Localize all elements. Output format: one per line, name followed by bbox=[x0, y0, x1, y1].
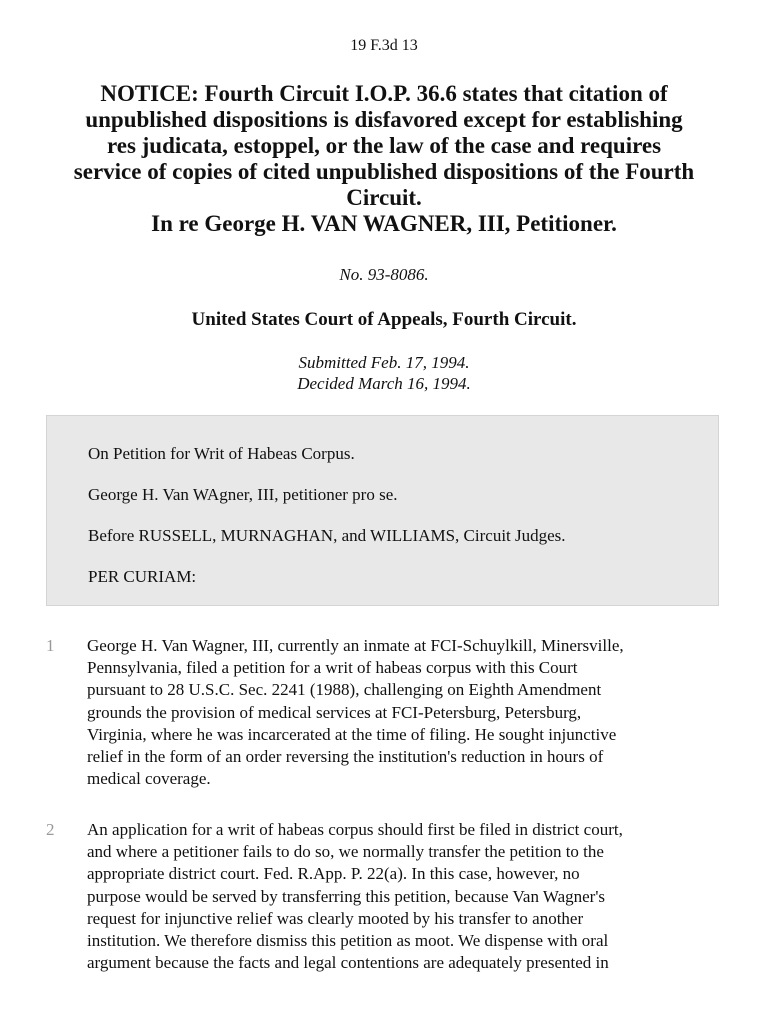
counsel-text: George H. Van WAgner, III, petitioner pro se. bbox=[88, 485, 398, 504]
notice-heading bbox=[40, 81, 728, 237]
notice-line: res judicata, estoppel, or the law of the case and requires bbox=[106, 133, 662, 158]
case-dates bbox=[0, 352, 768, 394]
proceeding-text: On Petition for Writ of Habeas Corpus. bbox=[88, 444, 355, 463]
notice-line: service of copies of cited unpublished dispositions of the Fourth bbox=[73, 159, 695, 184]
paragraph-line: pursuant to 28 U.S.C. Sec. 2241 (1988), challenging on Eighth Amendment bbox=[87, 680, 602, 700]
paragraph-line: request for injunctive relief was clearly mooted by his transfer to another bbox=[87, 908, 584, 928]
paragraph-number: 1 bbox=[46, 636, 55, 655]
paragraph-line: An application for a writ of habeas corpus should first be filed in district court, bbox=[87, 820, 623, 839]
docket-number: No. 93-8086. bbox=[339, 265, 429, 284]
paragraph-line: purpose would be served by transferring this petition, because Van Wagner's bbox=[87, 886, 606, 906]
paragraph-number: 2 bbox=[46, 820, 55, 839]
court-name: United States Court of Appeals, Fourth Circuit. bbox=[191, 309, 577, 330]
paragraph-line: George H. Van Wagner, III, currently an inmate at FCI-Schuylkill, Minersville, bbox=[87, 636, 624, 655]
paragraph-line: Virginia, where he was incarcerated at the time of filing. He sought injunctive bbox=[87, 724, 617, 744]
opinion-paragraph bbox=[87, 635, 727, 790]
paragraph-line: relief in the form of an order reversing the institution's reduction in hours of bbox=[87, 747, 604, 767]
case-citation: 19 F.3d 13 bbox=[350, 37, 418, 54]
paragraph-line: argument because the facts and legal contentions are adequately presented in bbox=[87, 953, 609, 973]
paragraph-line: medical coverage. bbox=[87, 769, 211, 789]
notice-line: Circuit. bbox=[346, 185, 422, 210]
paragraph-line: institution. We therefore dismiss this petition as moot. We dispense with oral bbox=[87, 931, 609, 951]
case-header-box bbox=[46, 415, 719, 606]
paragraph-line: grounds the provision of medical services at FCI-Petersburg, Petersburg, bbox=[87, 702, 582, 722]
paragraph-line: appropriate district court. Fed. R.App. P. 22(a). In this case, however, no bbox=[87, 864, 580, 884]
case-title: In re George H. VAN WAGNER, III, Petitioner. bbox=[151, 211, 617, 236]
submitted-date: Submitted Feb. 17, 1994. bbox=[298, 353, 470, 372]
opinion-paragraph bbox=[87, 819, 727, 974]
opinion-type: PER CURIAM: bbox=[88, 567, 197, 586]
notice-line: NOTICE: Fourth Circuit I.O.P. 36.6 states that citation of bbox=[100, 81, 668, 106]
paragraph-line: and where a petitioner fails to do so, we normally transfer the petition to the bbox=[87, 842, 604, 862]
panel-text: Before RUSSELL, MURNAGHAN, and WILLIAMS, Circuit Judges. bbox=[88, 526, 566, 545]
decided-date: Decided March 16, 1994. bbox=[297, 374, 471, 393]
notice-line: unpublished dispositions is disfavored except for establishing bbox=[85, 107, 683, 132]
paragraph-line: Pennsylvania, filed a petition for a writ of habeas corpus with this Court bbox=[87, 658, 578, 678]
